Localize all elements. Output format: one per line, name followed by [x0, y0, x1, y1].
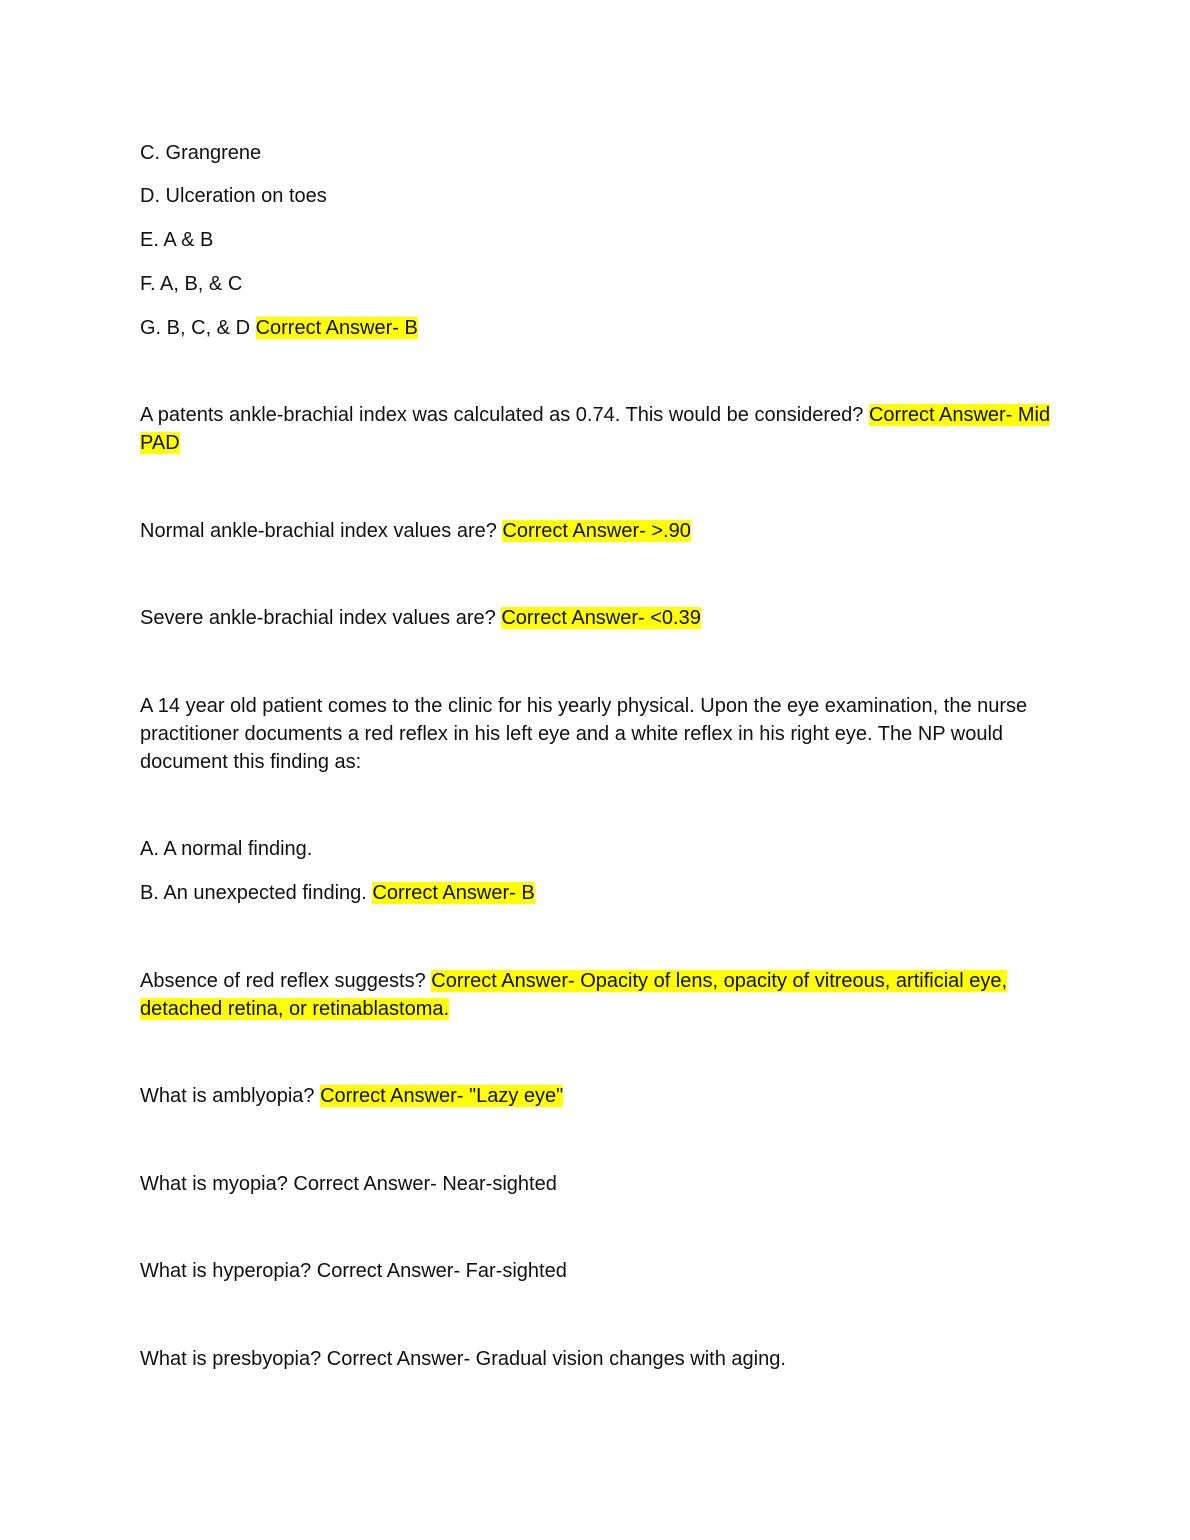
option-c: [140, 139, 1040, 167]
correct-answer-highlight: Correct Answer- "Lazy eye": [320, 1085, 564, 1107]
correct-answer-highlight: Correct Answer- >.90: [502, 520, 691, 542]
correct-answer-highlight: Correct Answer- B: [372, 882, 535, 904]
question-amblyopia: [140, 1082, 1040, 1110]
option-text: C. Grangrene: [140, 142, 262, 164]
correct-answer-highlight: PAD: [140, 432, 180, 454]
question-text: Absence of red reflex suggests?: [140, 970, 432, 992]
correct-answer-highlight: Correct Answer- B: [255, 317, 418, 339]
question-presbyopia: [140, 1345, 1040, 1373]
question-myopia: [140, 1170, 1040, 1198]
option-text: B. An unexpected finding.: [140, 882, 373, 904]
correct-answer-highlight: detached retina, or retinablastoma.: [140, 998, 450, 1020]
question-red-reflex-line2: [140, 720, 1040, 748]
question-absence-red-reflex-cont: [140, 995, 1040, 1023]
question-absence-red-reflex: [140, 967, 1040, 995]
correct-answer-highlight: Correct Answer- Opacity of lens, opacity of vitreous, artificial eye,: [431, 970, 1008, 992]
option-text: F. A, B, & C: [140, 273, 243, 295]
question-text: document this finding as:: [140, 751, 362, 773]
question-text: What is amblyopia?: [140, 1085, 321, 1107]
question-normal-abi: [140, 517, 1040, 545]
option-text: A. A normal finding.: [140, 838, 313, 860]
question-text: Severe ankle-brachial index values are?: [140, 607, 502, 629]
correct-answer-highlight: Correct Answer- <0.39: [501, 607, 701, 629]
question-severe-abi: [140, 604, 1040, 632]
question-red-reflex-line1: [140, 692, 1040, 720]
option-e: [140, 226, 1040, 254]
option-text: D. Ulceration on toes: [140, 185, 327, 207]
question-abi-074-cont: [140, 429, 1040, 457]
option-a: [140, 835, 1040, 863]
question-text: practitioner documents a red reflex in his left eye and a white reflex in his right eye. The NP would: [140, 723, 1004, 745]
question-text: A 14 year old patient comes to the clinic for his yearly physical. Upon the eye examination, the nurse: [140, 695, 1028, 717]
option-f: [140, 270, 1040, 298]
correct-answer-highlight: Correct Answer- Mid: [868, 404, 1051, 426]
question-text: A patents ankle-brachial index was calculated as 0.74. This would be considered?: [140, 404, 869, 426]
question-text: What is myopia? Correct Answer- Near-sighted: [140, 1173, 557, 1195]
option-text: G. B, C, & D: [140, 317, 256, 339]
question-abi-074: [140, 401, 1051, 429]
option-d: [140, 182, 1040, 210]
question-text: Normal ankle-brachial index values are?: [140, 520, 503, 542]
question-hyperopia: [140, 1257, 1040, 1285]
question-red-reflex-line3: [140, 748, 1040, 776]
option-text: E. A & B: [140, 229, 214, 251]
option-b: [140, 879, 1040, 907]
question-text: What is presbyopia? Correct Answer- Gradual vision changes with aging.: [140, 1348, 786, 1370]
option-g: [140, 314, 1040, 342]
question-text: What is hyperopia? Correct Answer- Far-sighted: [140, 1260, 567, 1282]
